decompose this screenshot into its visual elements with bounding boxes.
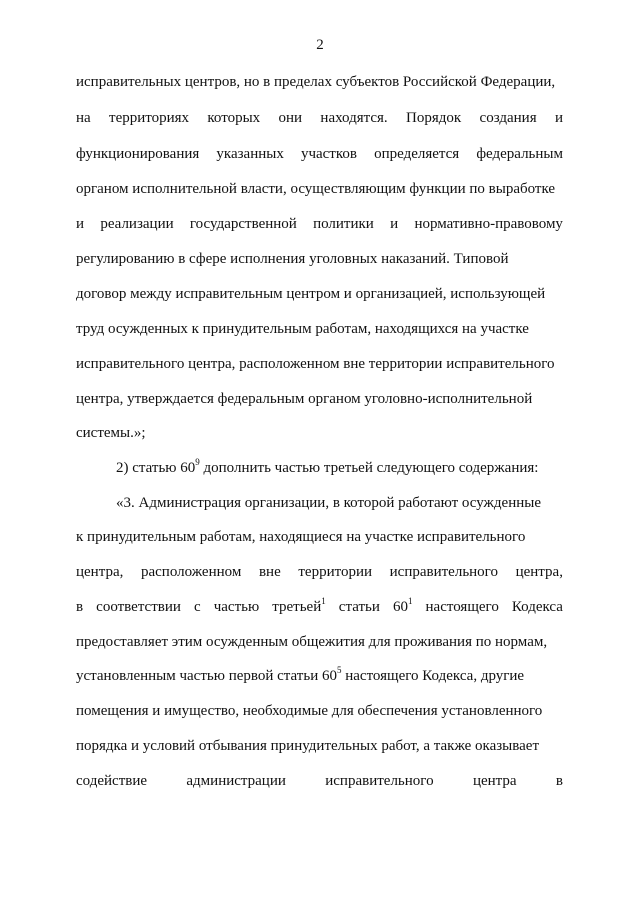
- text-segment: настоящего Кодекса, другие: [341, 668, 525, 684]
- word: указанных: [216, 146, 284, 162]
- word: и: [390, 216, 399, 232]
- text-line-19: помещения и имущество, необходимые для обеспечения установленного: [76, 703, 543, 719]
- text-line-5: [76, 215, 563, 233]
- word: расположенном: [140, 564, 242, 580]
- word: центра: [472, 773, 517, 789]
- word: с: [193, 599, 201, 615]
- word: настоящего: [425, 599, 499, 615]
- word: государственной: [189, 216, 297, 232]
- word: находятся.: [320, 110, 388, 126]
- word: территории: [298, 564, 373, 580]
- word: администрации: [186, 773, 286, 789]
- text-line-13: «3. Администрация организации, в которой работают осужденные: [116, 495, 542, 511]
- word: в: [555, 773, 563, 789]
- word: определяется: [374, 146, 460, 162]
- text-segment: дополнить частью третьей следующего содержания:: [199, 460, 539, 476]
- word: политики: [313, 216, 374, 232]
- text-line-17: предоставляет этим осужденным общежития для проживания по нормам,: [76, 634, 548, 650]
- word: нормативно-правовому: [414, 216, 563, 232]
- text-line-20: порядка и условий отбывания принудительных работ, а также оказывает: [76, 738, 540, 754]
- text-line-4: органом исполнительной власти, осуществляющим функции по выработке: [76, 181, 556, 197]
- text-line-2: [76, 109, 563, 127]
- text-line-16: [76, 598, 563, 616]
- word: 60: [392, 599, 408, 615]
- text-line-3: [76, 145, 563, 163]
- superscript: 1: [321, 596, 326, 606]
- word: соответствии: [96, 599, 181, 615]
- word: центра,: [76, 564, 124, 580]
- word: третьей: [272, 599, 322, 615]
- text-line-18: [76, 667, 563, 685]
- text-line-12: [116, 459, 563, 477]
- text-line-11: системы.»;: [76, 425, 146, 441]
- word: центра,: [515, 564, 563, 580]
- word: содействие: [76, 773, 148, 789]
- word: создания: [479, 110, 537, 126]
- word: вне: [258, 564, 281, 580]
- word: территориях: [109, 110, 190, 126]
- word: статьи: [338, 599, 380, 615]
- word: исправительного: [389, 564, 498, 580]
- word: участков: [300, 146, 357, 162]
- text-line-8: труд осужденных к принудительным работам, находящихся на участке: [76, 321, 529, 337]
- text-segment: установленным частью первой статьи 60: [76, 668, 337, 684]
- text-line-21: [76, 772, 563, 790]
- word: функционирования: [76, 146, 200, 162]
- word-with-superscript: [393, 598, 413, 616]
- page-number: 2: [316, 37, 324, 53]
- word: и: [76, 216, 85, 232]
- superscript: 5: [336, 665, 342, 675]
- word: реализации: [100, 216, 174, 232]
- word-with-superscript: [272, 598, 325, 616]
- superscript: 1: [407, 596, 413, 606]
- word: и: [554, 110, 563, 126]
- text-line-10: центра, утверждается федеральным органом уголовно-исполнительной: [76, 391, 533, 407]
- text-line-15: [76, 563, 563, 581]
- text-line-7: договор между исправительным центром и организацией, использующей: [76, 286, 546, 302]
- text-line-1: исправительных центров, но в пределах субъектов Российской Федерации,: [76, 74, 556, 90]
- text-line-6: регулированию в сфере исполнения уголовных наказаний. Типовой: [76, 251, 509, 267]
- word: они: [278, 110, 303, 126]
- superscript: 9: [195, 457, 200, 467]
- word: частью: [213, 599, 260, 615]
- text-line-9: исправительного центра, расположенном вне территории исправительного: [76, 356, 555, 372]
- word: в: [76, 599, 84, 615]
- word: на: [76, 110, 91, 126]
- word: исправительного: [325, 773, 434, 789]
- word: которых: [207, 110, 261, 126]
- word: федеральным: [476, 146, 563, 162]
- word: Порядок: [406, 110, 462, 126]
- text-line-14: к принудительным работам, находящиеся на участке исправительного: [76, 529, 526, 545]
- text-segment: 2) статью 60: [116, 460, 196, 476]
- word: Кодекса: [511, 599, 563, 615]
